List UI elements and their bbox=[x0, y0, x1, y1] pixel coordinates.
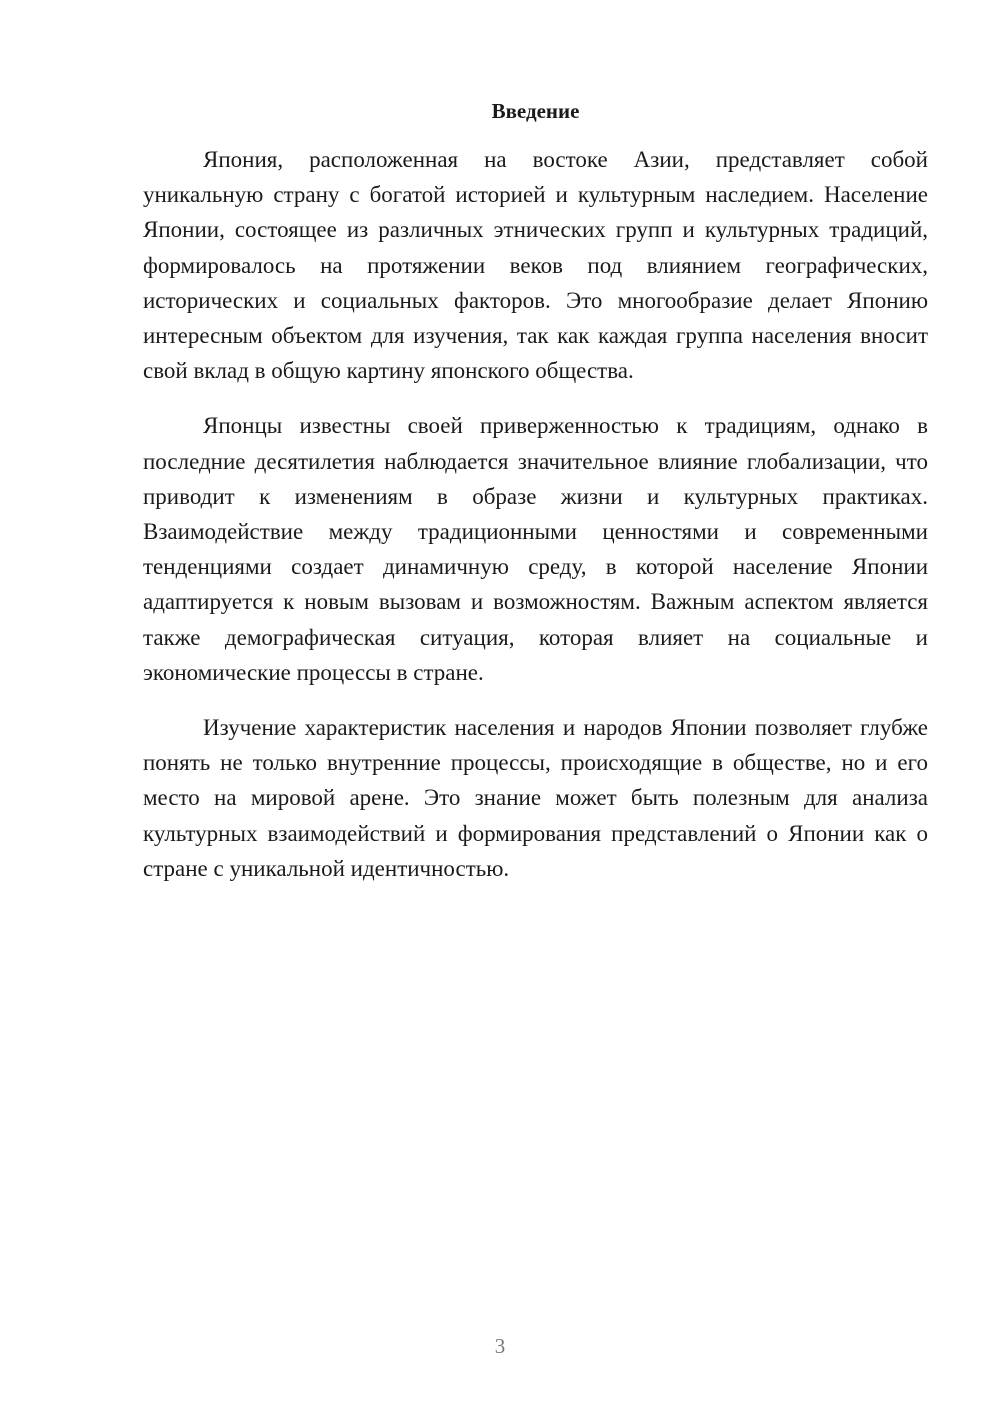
page-number: 3 bbox=[494, 1334, 506, 1358]
section-title: Введение bbox=[491, 99, 580, 123]
paragraph-2: Японцы известны своей приверженностью к традициям, однако в последние десятилетия наблюдается значительное влияние глобализации, что приводит к изменениям в образе жизни и культурных практиках. Взаимодействие между традиционными ценностями и современными тенденциями создает динамичную среду, в которой население Японии адаптируется к новым вызовам и возможностям. Важным аспектом является также демографическая ситуация, которая влияет на социальные и экономические процессы в стране. bbox=[143, 413, 928, 685]
paragraph-3: Изучение характеристик населения и народов Японии позволяет глубже понять не только внутренние процессы, происходящие в обществе, но и его место на мировой арене. Это знание может быть полезным для анализа культурных взаимодействий и формирования представлений о Японии как о стране с уникальной идентичностью. bbox=[143, 715, 928, 881]
body-text bbox=[143, 142, 928, 906]
paragraph-1: Япония, расположенная на востоке Азии, представляет собой уникальную страну с богатой историей и культурным наследием. Население Японии, состоящее из различных этнических групп и культурных традиций, формировалось на протяжении веков под влиянием географических, исторических и социальных факторов. Это многообразие делает Японию интересным объектом для изучения, так как каждая группа населения вносит свой вклад в общую картину японского общества. bbox=[143, 147, 928, 384]
